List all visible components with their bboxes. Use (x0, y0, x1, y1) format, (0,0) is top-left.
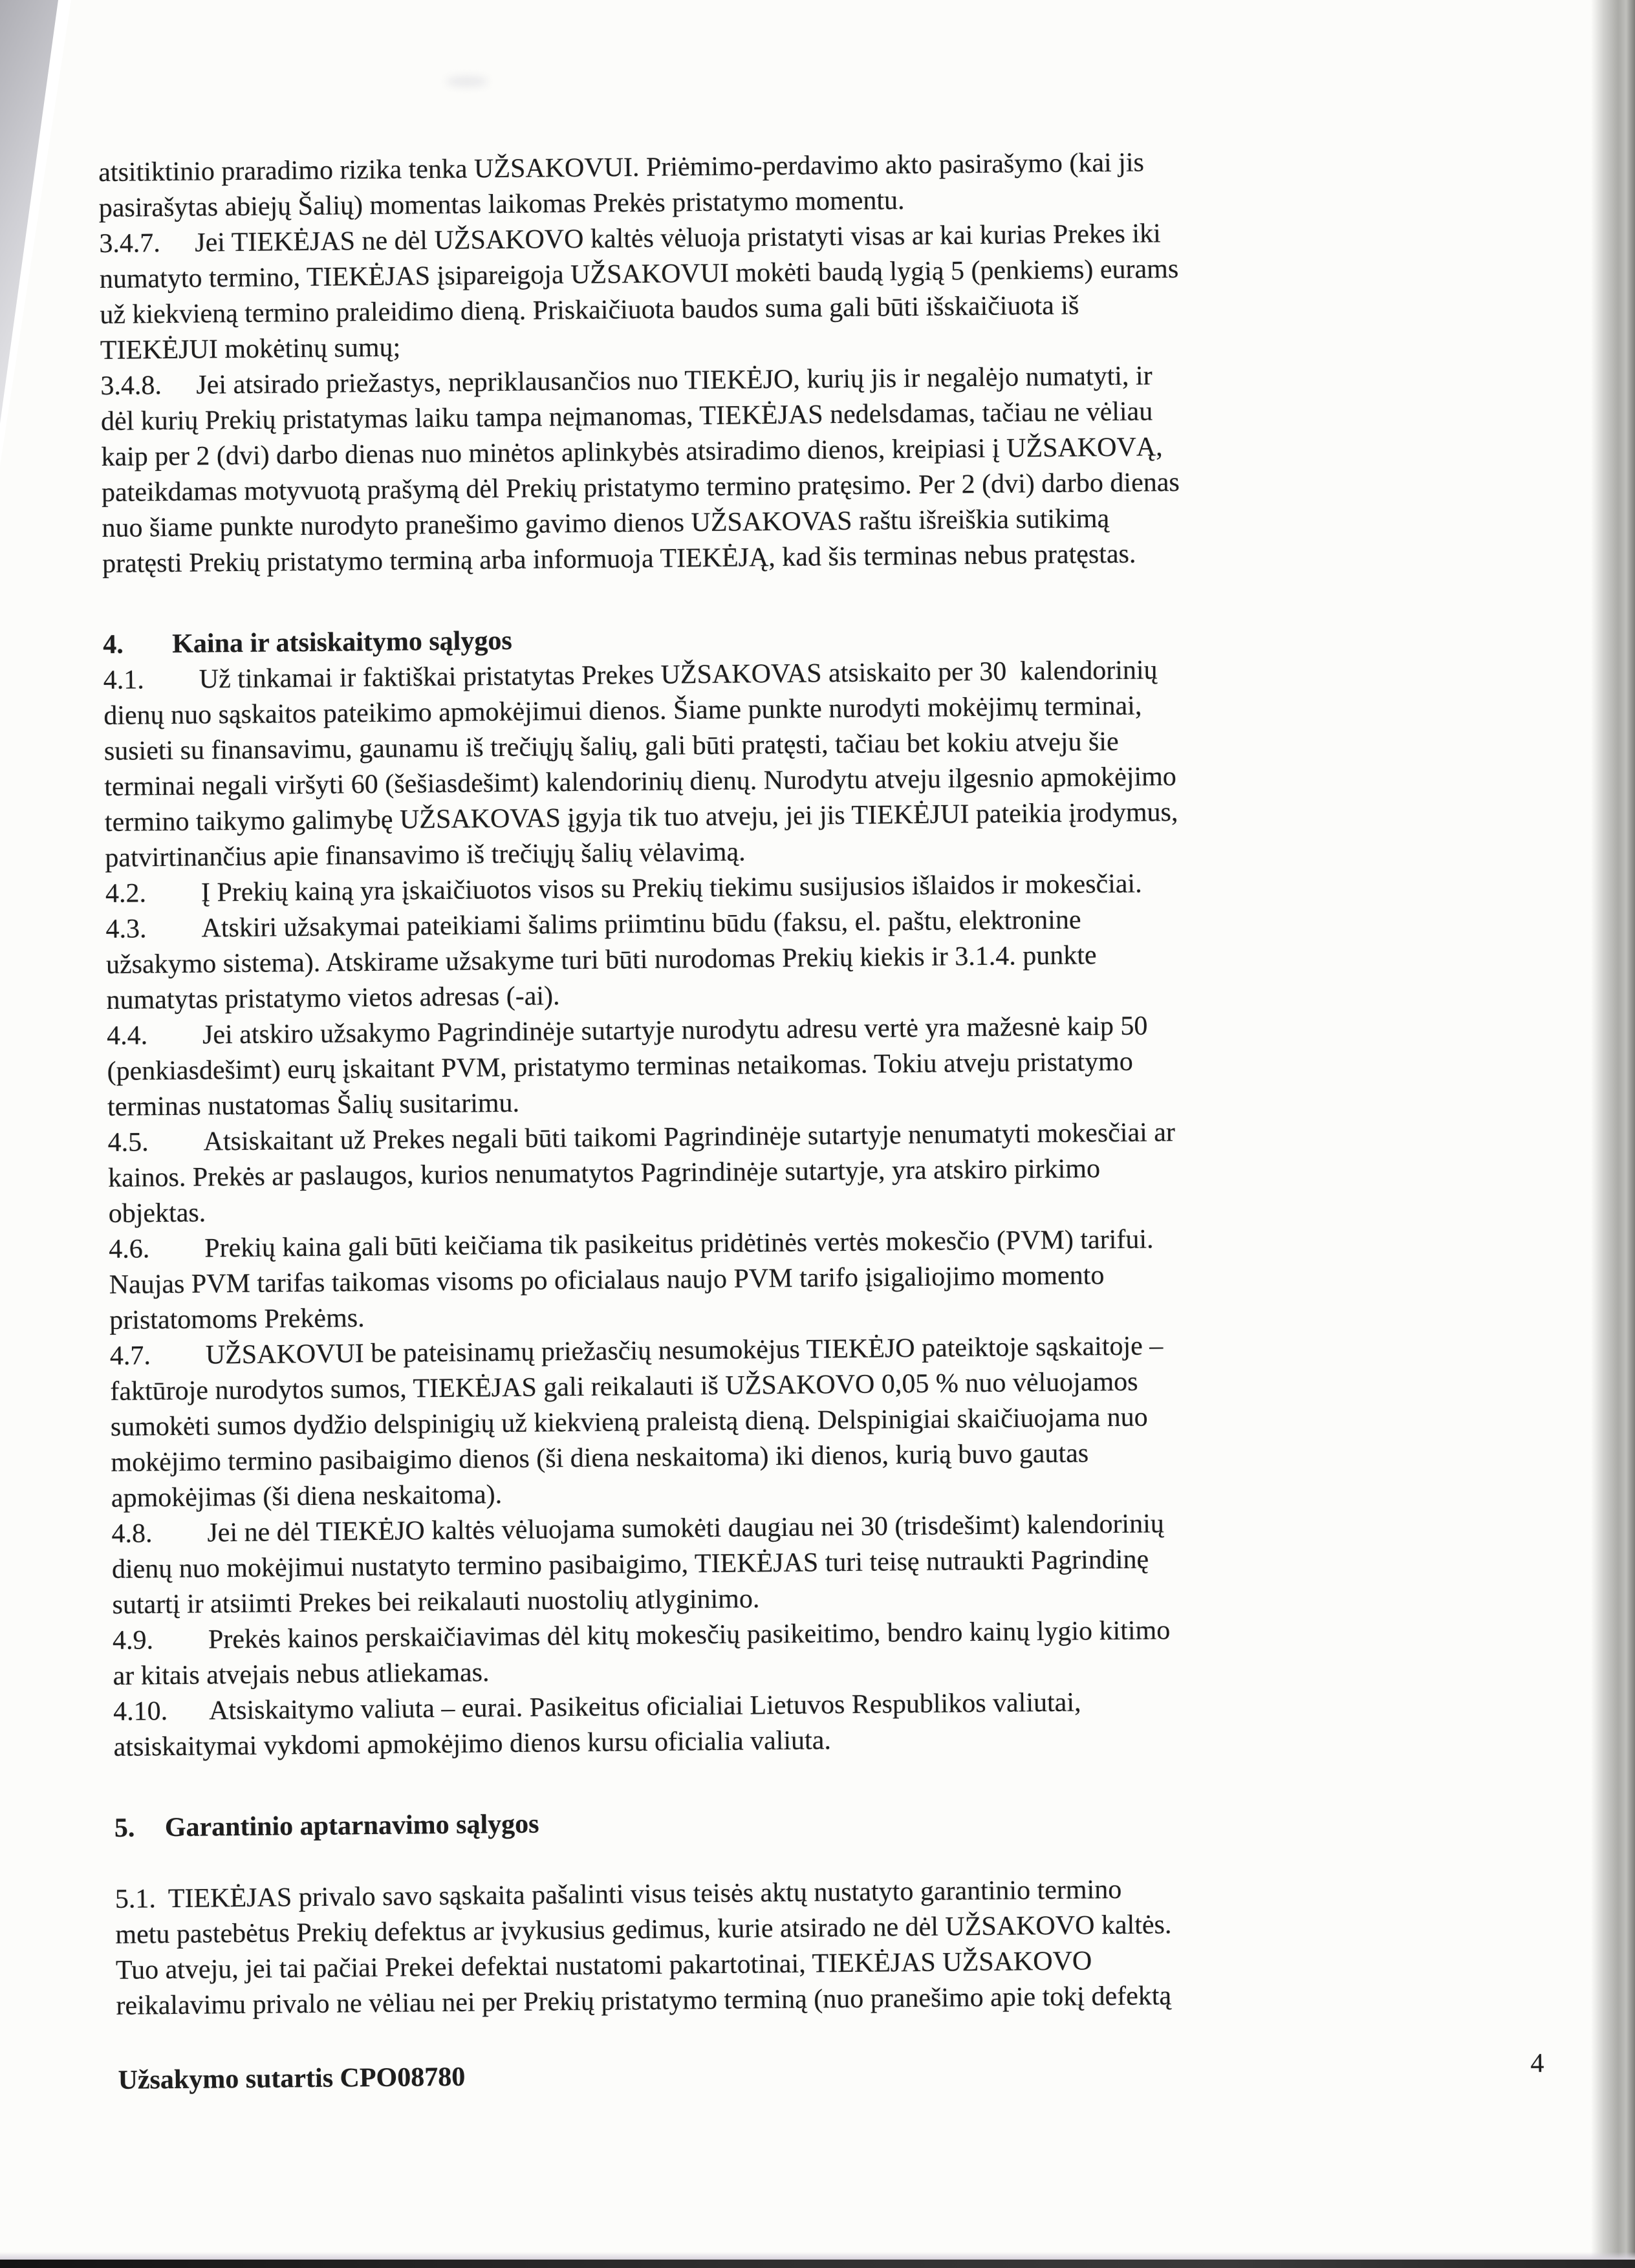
line-text: ar kitais atvejais nebus atliekamas. (113, 1658, 490, 1691)
item-number: 4.5. (107, 1127, 149, 1158)
item-number: 4.3. (105, 914, 147, 944)
scan-right-edge-shadow (1591, 0, 1635, 2268)
line-text: sumokėti sumos dydžio delspinigių už kiekvieną praleistą dieną. Delspinigiai skaičiuojama nuo (110, 1402, 1148, 1442)
section-title: Garantinio aptarnavimo sąlygos (164, 1809, 539, 1843)
item-number: 4.10. (113, 1696, 168, 1727)
scan-smudge (446, 76, 488, 87)
scan-bottom-edge (0, 2260, 1635, 2268)
line-text: dienų nuo sąskaitos pateikimo apmokėjimui dienos. Šiame punkte nurodyti mokėjimų terminai, (103, 691, 1142, 731)
line-text: Jei ne dėl TIEKĖJO kaltės vėluojama sumokėti daugiau nei 30 (trisdešimt) kalendorinių (207, 1509, 1164, 1548)
page-number: 4 (1530, 2048, 1544, 2079)
item-number: 4.7. (109, 1341, 151, 1371)
line-text: Prekių kaina gali būti keičiama tik pasikeitus pridėtinės vertės mokesčio (PVM) tarifui. (204, 1224, 1154, 1264)
text-layer (98, 143, 1544, 2095)
section-number: 4. (103, 629, 124, 660)
line-text: Naujas PVM tarifas taikomas visoms po oficialaus naujo PVM tarifo įsigaliojimo momento (109, 1260, 1105, 1300)
line-text: Prekės kainos perskaičiavimas dėl kitų mokesčių pasikeitimo, bendro kainų lygio kitimo (208, 1615, 1171, 1655)
line-text: pateikdamas motyvuotą prašymą dėl Prekių pristatymo termino pratęsimo. Per 2 (dvi) darbo dienas (101, 467, 1180, 508)
line-text: Į Prekių kainą yra įskaičiuotos visos su Prekių tiekimu susijusios išlaidos ir mokesčiai. (200, 869, 1142, 908)
item-number: 3.4.8. (100, 371, 162, 401)
line-text: atsiskaitymai vykdomi apmokėjimo dienos kursu oficialia valiuta. (113, 1725, 832, 1762)
item-number: 4.1. (103, 665, 145, 695)
line-text: TIEKĖJAS privalo savo sąskaita pašalinti visus teisės aktų nustatyto garantinio termino (168, 1874, 1122, 1914)
line-text: mokėjimo termino pasibaigimo dienos (ši diena neskaitoma) iki dienos, kurią buvo gautas (111, 1438, 1089, 1478)
line-text: Atsiskaitant už Prekes negali būti taikomi Pagrindinėje sutartyje nenumatyti mokesčiai ar (203, 1118, 1176, 1157)
line-text: patvirtinančius apie finansavimo iš trečiųjų šalių vėlavimą. (105, 837, 746, 873)
line-text: TIEKĖJUI mokėtinų sumų; (100, 332, 401, 365)
line-text: termino taikymo galimybę UŽSAKOVAS įgyja tik tuo atveju, jei jis TIEKĖJUI pateikia įrodymus, (104, 797, 1178, 837)
line-text: metu pastebėtus Prekių defektus ar įvykusius gedimus, kurie atsirado ne dėl UŽSAKOVO kaltės. (115, 1910, 1172, 1950)
line-text: už kiekvieną termino praleidimo dieną. Priskaičiuota baudos suma gali būti išskaičiuota iš (100, 290, 1079, 330)
line-text: dėl kurių Prekių pristatymas laiku tampa neįmanomas, TIEKĖJAS nedelsdamas, tačiau ne vėliau (100, 396, 1153, 437)
item-number: 4.4. (106, 1021, 148, 1051)
line-text: užsakymo sistema). Atskirame užsakyme turi būti nurodomas Prekių kiekis ir 3.1.4. punkte (105, 940, 1097, 980)
section-heading (114, 1798, 1392, 1846)
line-text: sutartį ir atsiimti Prekes bei reikalauti nuostolių atlyginimo. (112, 1584, 760, 1620)
line-text: dienų nuo mokėjimui nustatyto termino pasibaigimo, TIEKĖJAS turi teisę nutraukti Pagrindinę (111, 1544, 1149, 1584)
line-text: Atskiri užsakymai pateikiami šalims priimtinu būdu (faksu, el. paštu, elektronine (201, 905, 1081, 944)
line-text: faktūroje nurodytos sumos, TIEKĖJAS gali reikalauti iš UŽSAKOVO 0,05 % nuo vėluojamos (110, 1366, 1138, 1407)
item-number: 4.2. (105, 878, 147, 909)
footer-text: Užsakymo sutartis CPO08780 (118, 2062, 466, 2095)
line-text: susieti su finansavimu, gaunamu iš trečiųjų šalių, gali būti pratęsti, tačiau bet kokiu atveju šie (103, 726, 1119, 766)
line-text: terminas nustatomas Šalių susitarimu. (107, 1088, 520, 1122)
line-text: reikalavimu privalo ne vėliau nei per Prekių pristatymo terminą (nuo pranešimo apie tokį defektą (116, 1981, 1172, 2021)
line-text: Jei TIEKĖJAS ne dėl UŽSAKOVO kaltės vėluoja pristatyti visas ar kai kurias Prekes iki (195, 219, 1161, 258)
line-text: pristatomoms Prekėms. (109, 1303, 365, 1335)
item-number: 3.4.7. (99, 228, 161, 259)
item-number: 5.1. (114, 1884, 157, 1914)
line-text: numatyto termino, TIEKĖJAS įsipareigoja UŽSAKOVUI mokėti baudą lygią 5 (penkiems) eurams (99, 254, 1179, 294)
line-text: terminai negali viršyti 60 (šešiasdešimt) kalendorinių dienų. Nurodytu atveju ilgesnio apmokėjimo (104, 762, 1177, 802)
line-text: kainos. Prekės ar paslaugos, kurios nenumatytos Pagrindinėje sutartyje, yra atskiro pirkimo (107, 1154, 1101, 1193)
line-text: atsitiktinio praradimo rizika tenka UŽSAKOVUI. Priėmimo-perdavimo akto pasirašymo (kai jis (98, 147, 1145, 188)
line-text: (penkiasdešimt) eurų įskaitant PVM, pristatymo terminas netaikomas. Tokiu atveju pristatymo (107, 1046, 1133, 1086)
section-number: 5. (114, 1813, 135, 1843)
line-text: nuo šiame punkte nurodyto pranešimo gavimo dienos UŽSAKOVAS raštu išreiškia sutikimą (102, 504, 1110, 543)
line-text: pratęsti Prekių pristatymo terminą arba informuoja TIEKĖJĄ, kad šis terminas nebus pratęstas. (102, 539, 1136, 579)
line-text: Jei atsirado priežastys, nepriklausančios nuo TIEKĖJO, kurių jis ir negalėjo numatyti, ir (196, 361, 1153, 400)
item-number: 4.9. (112, 1625, 154, 1656)
item-number: 4.6. (109, 1234, 150, 1264)
item-number: 4.8. (111, 1518, 153, 1549)
line-text: Jei atskiro užsakymo Pagrindinėje sutartyje nurodytu adresu vertė yra mažesnė kaip 50 (202, 1011, 1148, 1050)
line-text: Atsiskaitymo valiuta – eurai. Pasikeitus oficialiai Lietuvos Respublikos valiutai, (208, 1687, 1081, 1726)
scan-bottom-fade (0, 2252, 1635, 2260)
line-text: objektas. (108, 1198, 206, 1229)
line-text: apmokėjimas (ši diena neskaitoma). (111, 1480, 503, 1513)
line-text: Tuo atveju, jei tai pačiai Prekei defektai nustatomi pakartotinai, TIEKĖJAS UŽSAKOVO (115, 1946, 1092, 1985)
line-text: numatytas pristatymo vietos adresas (-ai). (106, 981, 560, 1015)
section-title: Kaina ir atsiskaitymo sąlygos (172, 625, 512, 659)
line-text: Už tinkamai ir faktiškai pristatytas Prekes UŽSAKOVAS atsiskaito per 30 kalendorinių (199, 655, 1158, 695)
line-text: UŽSAKOVUI be pateisinamų priežasčių nesumokėjus TIEKĖJO pateiktoje sąskaitoje – (205, 1331, 1164, 1370)
line-text: pasirašytas abiejų Šalių) momentas laikomas Prekės pristatymo momentu. (98, 186, 905, 223)
scan-corner-fold (0, 0, 58, 424)
line-text: kaip per 2 (dvi) darbo dienas nuo minėtos aplinkybės atsiradimo dienos, kreipiasi į UŽSAKOVĄ, (101, 432, 1163, 472)
